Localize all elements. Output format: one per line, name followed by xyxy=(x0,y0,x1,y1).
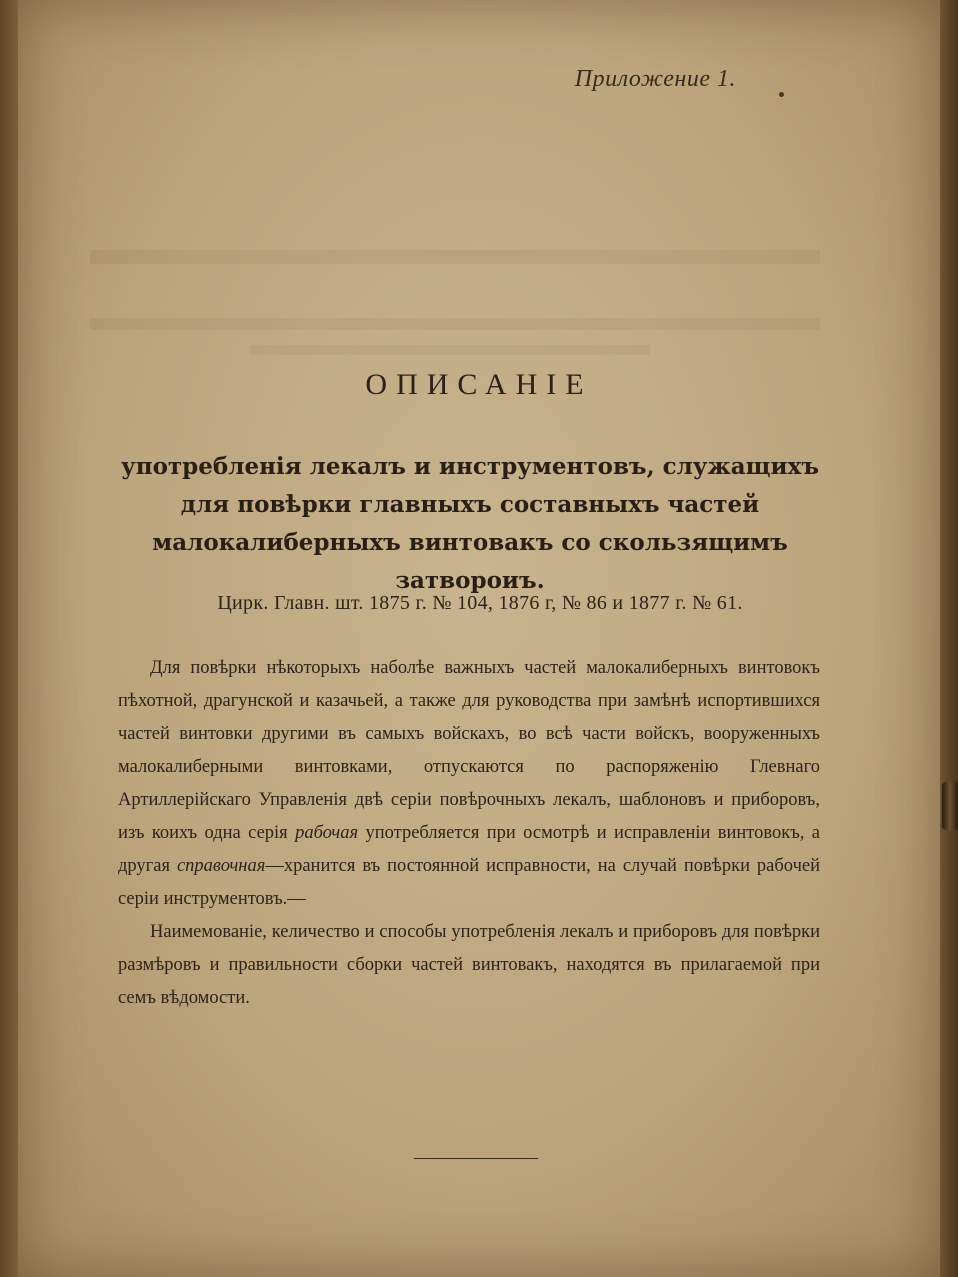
paragraph-1 xyxy=(118,652,820,916)
circular-reference: Цирк. Главн. шт. 1875 г. № 104, 1876 г, № 86 и 1877 г. № 61. xyxy=(217,592,743,614)
book-clasp xyxy=(942,782,958,830)
show-through-texture xyxy=(90,250,820,288)
show-through-texture xyxy=(250,345,650,365)
body-text xyxy=(118,652,820,1015)
paragraph-1-part-2: употребляется при осмотрѣ и исправленіи винтовокъ, а другая xyxy=(118,823,821,876)
show-through-texture xyxy=(90,318,820,342)
book-right-edge xyxy=(940,0,958,1277)
book-page xyxy=(18,0,940,1277)
document-subtitle: употребленія лекалъ и инструментовъ, служащихъ для повѣрки главныхъ составныхъ частей малокалиберныхъ винтовакъ со скользящимъ затвороиъ. xyxy=(121,453,819,594)
paragraph-1-part-3: —хранится въ постоянной исправности, на случай повѣрки рабочей серіи инструментовъ.— xyxy=(118,856,820,909)
paper-speck xyxy=(779,92,784,97)
book-left-edge xyxy=(0,0,18,1277)
closing-rule xyxy=(414,1158,538,1159)
term-reference: справочная xyxy=(176,856,266,876)
paragraph-2: Наимемованіе, келичество и способы употребленія лекалъ и приборовъ для повѣрки размѣровъ и правильности сборки частей винтовакъ, находятся въ прилагаемой при семъ вѣдомости. xyxy=(118,922,820,1008)
document-title: ОПИСАНІЕ xyxy=(365,368,593,401)
paragraph-1-part-1: Для повѣрки нѣкоторыхъ наболѣе важныхъ частей малокалиберныхъ винтовокъ пѣхотной, драгунской и казачьей, а также для руководства при замѣнѣ испортившихся частей винтовки другими въ самыхъ войскахъ, во всѣ части войскъ, вооруженныхъ малокалиберными винтовками, отпускаются по распоряженію Глевнаго Артиллерійскаго Управленія двѣ серіи повѣрочныхъ лекалъ, шаблоновъ и приборовъ, изъ коихъ одна серія xyxy=(118,658,820,843)
term-working: рабочая xyxy=(295,823,359,843)
appendix-label: Приложение 1. xyxy=(574,66,736,92)
